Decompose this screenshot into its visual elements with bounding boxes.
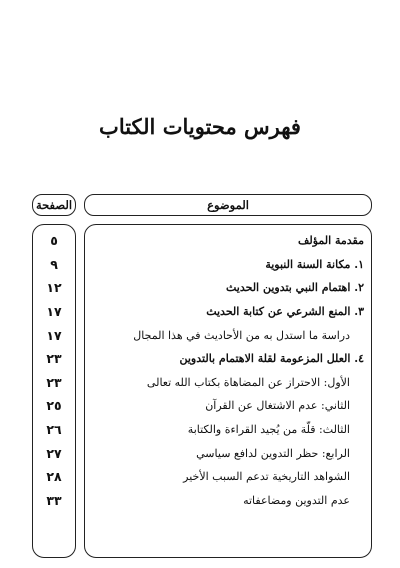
toc-entry[interactable]	[0, 441, 400, 465]
toc-entry[interactable]	[0, 229, 400, 253]
toc-page-number: ٢٥	[46, 398, 62, 414]
toc-entry[interactable]	[0, 394, 400, 418]
page-column-header: الصفحة	[32, 194, 76, 216]
subject-column-header: الموضوع	[84, 194, 372, 216]
toc-list	[0, 229, 400, 512]
toc-entry-title: عدم التدوين ومضاعفاته	[243, 493, 350, 507]
page-title: فهرس محتويات الكتاب	[99, 114, 301, 139]
toc-page-number: ٩	[50, 256, 58, 272]
toc-page-number: ٢٣	[46, 351, 62, 367]
toc-entry-title: الثاني: عدم الاشتغال عن القرآن	[205, 399, 350, 413]
toc-entry-title: الرابع: حظر التدوين لدافع سياسي	[196, 446, 350, 460]
toc-entry-title: الشواهد التاريخية تدعم السبب الأخير	[183, 470, 350, 484]
toc-entry-title: ٣. المنع الشرعي عن كتابة الحديث	[206, 305, 364, 319]
toc-entry[interactable]	[0, 371, 400, 395]
toc-entry[interactable]	[0, 465, 400, 489]
toc-entry-title: الثالث: قلّة من يُجيد القراءة والكتابة	[187, 423, 350, 437]
toc-page-number: ١٧	[46, 327, 62, 343]
toc-entry-title: مقدمة المؤلف	[297, 234, 364, 248]
toc-page-number: ١٢	[46, 280, 62, 296]
toc-entry-title: ٤. العلل المزعومة لقلة الاهتمام بالتدوين	[179, 352, 364, 366]
toc-entry-title: ١. مكانة السنة النبوية	[265, 257, 364, 271]
toc-entry[interactable]	[0, 418, 400, 442]
toc-entry[interactable]	[0, 323, 400, 347]
toc-page-number: ٢٨	[46, 469, 62, 485]
toc-entry-title: ٢. اهتمام النبي بتدوين الحديث	[225, 281, 364, 295]
toc-page-number: ١٧	[46, 304, 62, 320]
toc-page-number: ٣٣	[46, 492, 62, 508]
toc-page-number: ٢٦	[46, 422, 62, 438]
toc-page-number: ٢٣	[46, 374, 62, 390]
toc-entry-title: الأول: الاحتراز عن المضاهاة بكتاب الله تعالى	[146, 375, 350, 389]
toc-entry[interactable]	[0, 347, 400, 371]
toc-entry[interactable]	[0, 300, 400, 324]
toc-entry[interactable]	[0, 489, 400, 513]
toc-page-number: ٢٧	[46, 445, 62, 461]
toc-entry[interactable]	[0, 253, 400, 277]
toc-entry[interactable]	[0, 276, 400, 300]
toc-entry-title: دراسة ما استدل به من الأحاديث في هذا المجال	[133, 328, 350, 342]
toc-page-number: ٥	[50, 233, 58, 249]
